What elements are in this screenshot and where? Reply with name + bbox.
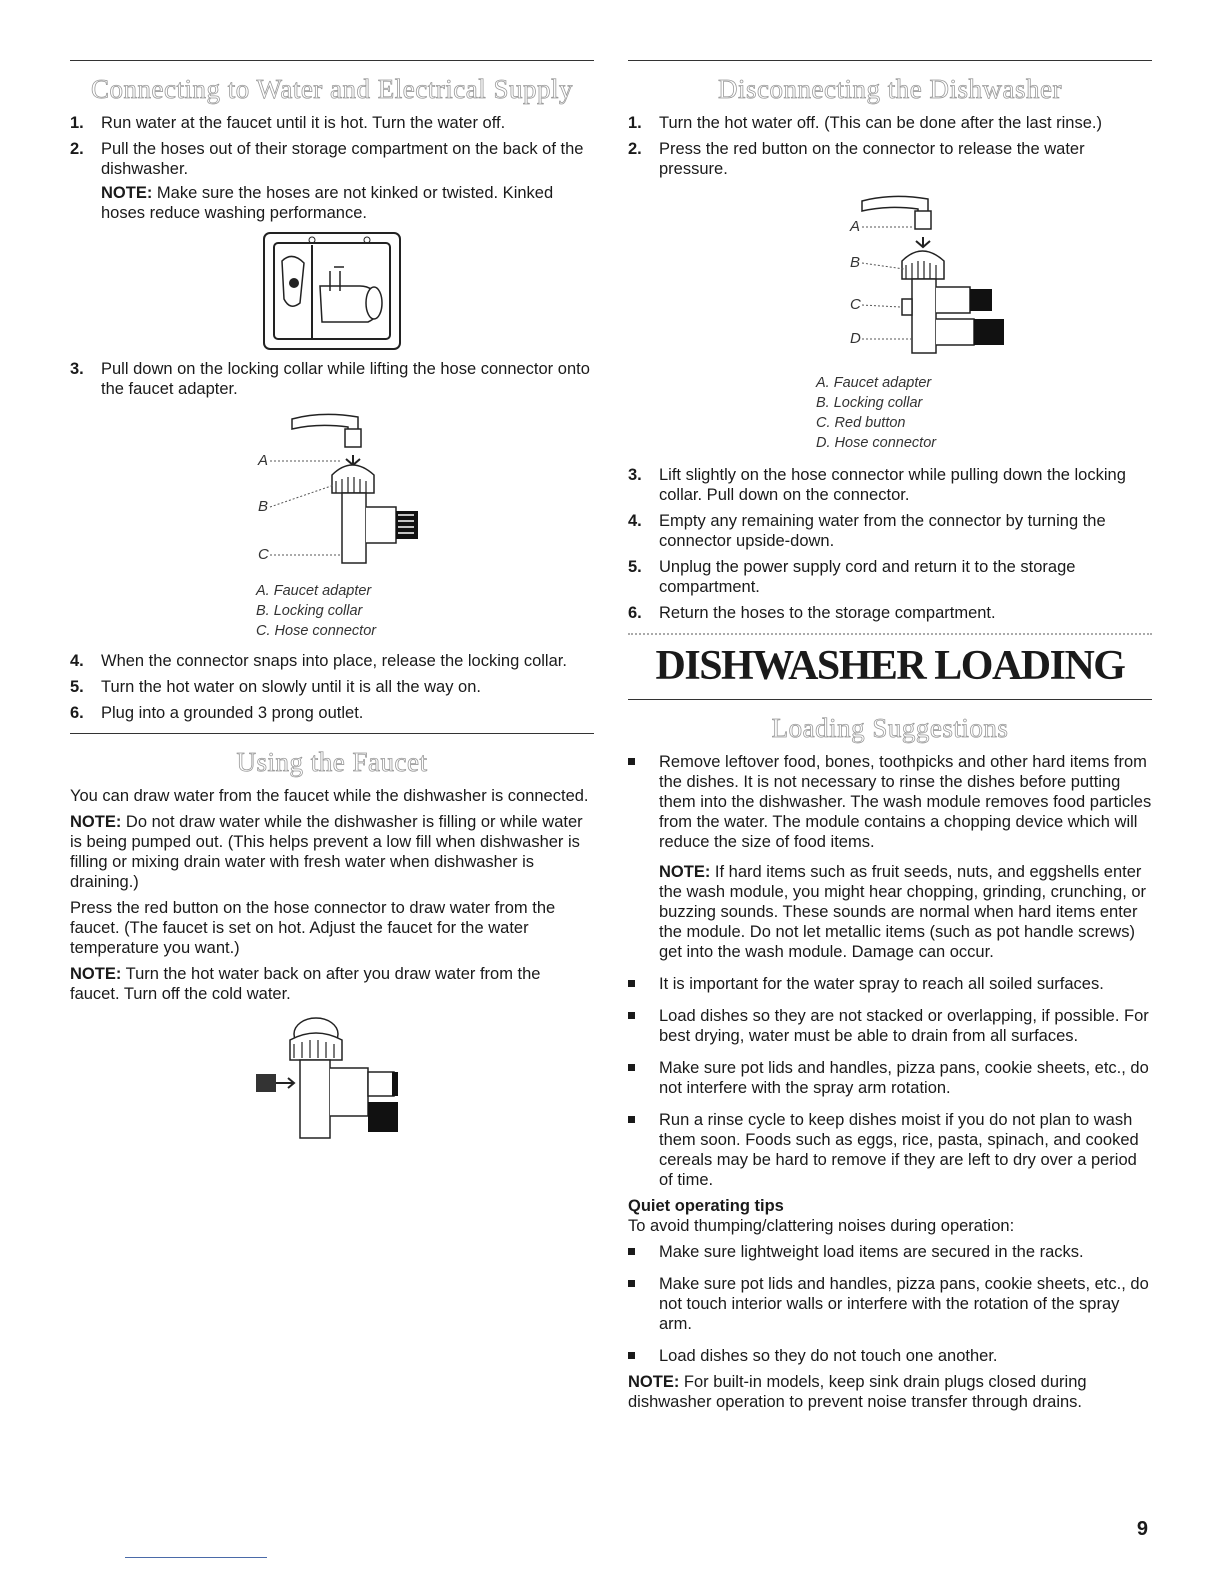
- note-hoses: NOTE: Make sure the hoses are not kinked or twisted. Kinked hoses reduce washing performance.: [101, 184, 554, 222]
- figure-label-c: C: [258, 546, 269, 563]
- legend-disconnecting: A. Faucet adapter B. Locking collar C. Red button D. Hose connector: [816, 375, 937, 451]
- quiet-bullet-3: Load dishes so they do not touch one another.: [628, 1346, 1152, 1366]
- section-rule: [628, 60, 1152, 61]
- section-rule: [70, 733, 594, 734]
- legend-connecting: A. Faucet adapter B. Locking collar C. Hose connector: [256, 583, 377, 639]
- hose-connector-figure: [70, 407, 594, 577]
- quiet-tips-bullets: [628, 1242, 1152, 1366]
- disconnecting-steps-after: [628, 465, 1152, 623]
- step-4: 4. When the connector snaps into place, release the locking collar.: [70, 652, 567, 670]
- section-title-using-faucet: Using the Faucet: [236, 747, 428, 777]
- connecting-steps: [70, 113, 594, 223]
- quiet-tips-intro: To avoid thumping/clattering noises during operation:: [628, 1217, 1015, 1235]
- step-5: 5. Turn the hot water on slowly until it is all the way on.: [70, 678, 481, 696]
- figure-label-c: C: [850, 296, 861, 313]
- loading-bullets: [628, 752, 1152, 1190]
- disconnect-figure: [628, 187, 1152, 367]
- faucet-button-figure: [70, 1012, 594, 1142]
- section-rule: [628, 699, 1152, 700]
- loading-bullet-1: Remove leftover food, bones, toothpicks and other hard items from the dishes. It is not necessary to rinse the dishes before putting them into the dishwasher. The wash module removes food particles from the water. The module contains a chopping device which will reduce the size of food items. NOTE: If hard items such as fruit seeds, nuts, and eggshells enter the wash module, you might hear chopping, grinding, crunching, or buzzing sounds. These sounds are normal when hard items enter the module. Do not let metallic items (such as pot handle screws) get into the wash module. Damage can occur.: [628, 752, 1152, 962]
- figure-label-b: B: [258, 498, 269, 515]
- loading-bullet-2: It is important for the water spray to reach all soiled surfaces.: [628, 974, 1152, 994]
- loading-bullet-3: Load dishes so they are not stacked or overlapping, if possible. For best drying, water must be able to drain from all surfaces.: [628, 1006, 1152, 1046]
- quiet-tips-heading: Quiet operating tips: [628, 1197, 784, 1215]
- step-1: 1. Turn the hot water off. (This can be done after the last rinse.): [628, 114, 1102, 132]
- step-3: 3. Pull down on the locking collar while lifting the hose connector onto the faucet adapter.: [70, 360, 590, 398]
- final-note: NOTE: For built-in models, keep sink drain plugs closed during dishwasher operation to prevent noise transfer through drains.: [628, 1373, 1087, 1411]
- page-number: 9: [1136, 1518, 1148, 1540]
- step-4: 4. Empty any remaining water from the connector by turning the connector upside-down.: [628, 512, 1106, 550]
- step-6: 6. Plug into a grounded 3 prong outlet.: [70, 704, 364, 722]
- section-rule: [70, 60, 594, 61]
- step-2: 2. Pull the hoses out of their storage compartment on the back of the dishwasher. NOTE: Make sure the hoses are not kinked or twisted. Kinked hoses reduce washing performance.: [70, 139, 594, 223]
- figure-label-d: D: [850, 330, 861, 347]
- step-2: 2. Press the red button on the connector to release the water pressure.: [628, 140, 1085, 178]
- step-1: 1. Run water at the faucet until it is hot. Turn the water off.: [70, 114, 506, 132]
- footer-line: [125, 1557, 267, 1558]
- step-3: 3. Lift slightly on the hose connector while pulling down the locking collar. Pull down on the connector.: [628, 466, 1126, 504]
- connecting-step-3: [70, 359, 594, 399]
- note-hard-items: NOTE: If hard items such as fruit seeds, nuts, and eggshells enter the wash module, you might hear chopping, grinding, crunching, or buzzing sounds. These sounds are normal when hard items enter the module. Do not let metallic items (such as pot handle screws) get into the wash module. Damage can occur.: [659, 863, 1147, 961]
- faucet-para-2: Press the red button on the hose connector to draw water from the faucet. (The faucet is set on hot. Adjust the faucet for the water temperature you want.): [70, 899, 556, 957]
- quiet-bullet-2: Make sure pot lids and handles, pizza pans, cookie sheets, etc., do not touch interior walls or interfere with the rotation of the spray arm.: [628, 1274, 1152, 1334]
- connecting-steps-after: [70, 651, 594, 723]
- faucet-para-1: You can draw water from the faucet while the dishwasher is connected.: [70, 787, 589, 805]
- loading-bullet-5: Run a rinse cycle to keep dishes moist if you do not plan to wash them soon. Foods such as eggs, rice, pasta, spinach, and cooked cereals may be hard to remove if they are left to dry over a period of time.: [628, 1110, 1152, 1190]
- chapter-divider: [628, 633, 1152, 635]
- chapter-title: DISHWASHER LOADING: [655, 643, 1125, 689]
- quiet-bullet-1: Make sure lightweight load items are secured in the racks.: [628, 1242, 1152, 1262]
- disconnecting-steps: [628, 113, 1152, 179]
- step-6: 6. Return the hoses to the storage compartment.: [628, 604, 996, 622]
- left-column: [70, 60, 594, 1150]
- figure-label-a: A: [258, 452, 269, 469]
- section-title-connecting: Connecting to Water and Electrical Supply: [91, 74, 573, 104]
- faucet-note-1: NOTE: Do not draw water while the dishwasher is filling or while water is being pumped out. (This helps prevent a low fill when dishwasher is filling or mixing drain water with fresh water when dishwasher is draining.): [70, 813, 583, 891]
- loading-bullet-4: Make sure pot lids and handles, pizza pans, cookie sheets, etc., do not interfere with the spray arm rotation.: [628, 1058, 1152, 1098]
- section-title-disconnecting: Disconnecting the Dishwasher: [718, 74, 1062, 104]
- figure-label-a: A: [850, 218, 861, 235]
- step-5: 5. Unplug the power supply cord and return it to the storage compartment.: [628, 558, 1076, 596]
- section-title-loading: Loading Suggestions: [771, 713, 1009, 743]
- faucet-note-2: NOTE: Turn the hot water back on after you draw water from the faucet. Turn off the cold water.: [70, 965, 541, 1003]
- right-column: [628, 60, 1152, 1412]
- storage-compartment-figure: [70, 231, 594, 351]
- figure-label-b: B: [850, 254, 861, 271]
